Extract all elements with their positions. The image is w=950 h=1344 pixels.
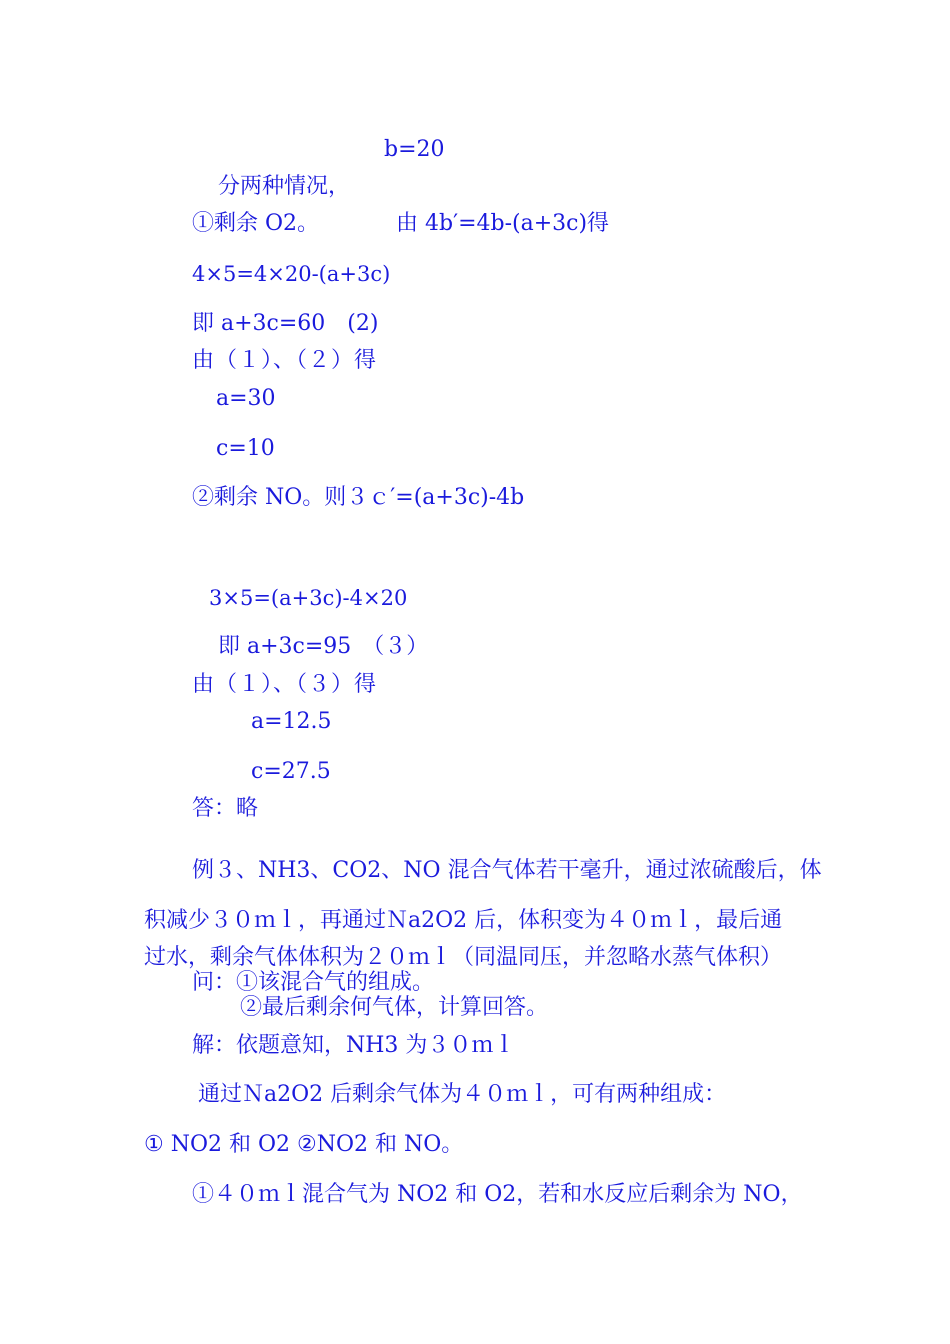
text-line-example3-2: 积减少３０ｍｌ，再通过Ｎa2O2 后，体积变为４０ｍｌ，最后通 [144, 908, 783, 933]
text-line-answer: 答：略 [192, 796, 259, 821]
text-line-a3c-95: 即 a+3c=95 （３） [218, 634, 429, 659]
text-line-b20: b=20 [384, 137, 445, 162]
text-line-case1-o2: ①剩余 O2。 [192, 211, 320, 236]
text-line-from-1-2: 由（１）、（２）得 [192, 348, 378, 373]
text-line-eq-4x5: 4×5=4×20-(a+3c) [192, 262, 391, 286]
text-line-example3-3: 过水，剩余气体体积为２０ｍｌ（同温同压，并忽略水蒸气体积） [144, 945, 783, 970]
text-line-a3c-60: 即 a+3c=60 (2) [192, 311, 379, 336]
text-line-question1: 问：①该混合气的组成。 [192, 970, 435, 995]
text-line-two-cases: 分两种情况， [218, 174, 351, 199]
text-line-a12-5: a=12.5 [251, 709, 332, 734]
text-line-c10: c=10 [216, 436, 275, 461]
text-line-example3-1: 例３、NH3、CO2、NO 混合气体若干毫升，通过浓硫酸后，体 [192, 858, 822, 883]
text-line-after-na2o2: 通过Ｎa2O2 后剩余气体为４０ｍｌ，可有两种组成： [198, 1082, 727, 1107]
text-line-question2: ②最后剩余何气体，计算回答。 [240, 995, 549, 1020]
text-line-two-compositions: ① NO2 和 O2 ②NO2 和 NO。 [144, 1132, 464, 1157]
text-line-c27-5: c=27.5 [251, 759, 331, 784]
text-line-from-1-3: 由（１）、（３）得 [192, 672, 378, 697]
text-line-case2-no: ②剩余 NO。则３ｃ′=(a+3c)-4b [192, 485, 525, 510]
text-line-case1-eq: 由 4b′=4b-(a+3c)得 [396, 211, 610, 236]
text-line-case-no2-o2: ①４０ｍｌ混合气为 NO2 和 O2，若和水反应后剩余为 NO， [192, 1182, 803, 1207]
text-line-eq-3x5: 3×5=(a+3c)-4×20 [209, 586, 408, 610]
text-line-solution: 解：依题意知，NH3 为３０ｍｌ [192, 1033, 516, 1058]
text-line-a30: a=30 [216, 386, 276, 411]
